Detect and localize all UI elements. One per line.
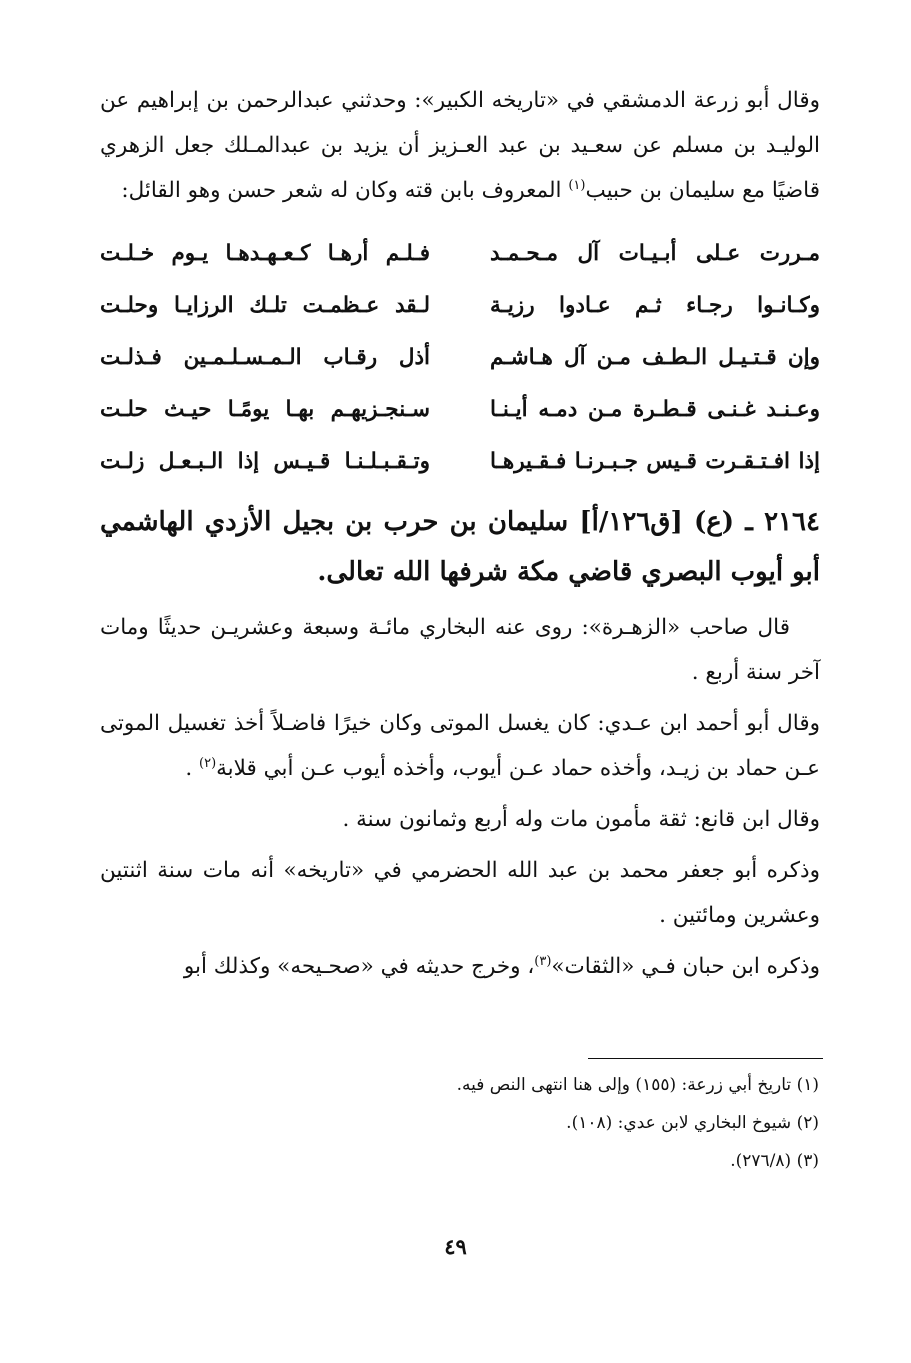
verse-first-hemistich: وكـانـوا رجـاء ثـم عـادوا رزيـة <box>490 292 820 318</box>
poem <box>100 227 820 487</box>
ibn-hibban-text: وذكره ابن حبان فـي «الثقات» <box>551 954 820 979</box>
intro-text-2: المعروف بابن قته وكان له شعر حسن وهو القائل: <box>121 178 569 203</box>
verse-first-hemistich: وإن قـتـيـل الـطـف مـن آل هـاشـم <box>490 344 820 370</box>
footnote-item <box>219 1104 819 1142</box>
poem-verse <box>100 279 820 331</box>
poem-verse <box>100 227 820 279</box>
verse-second-hemistich: أذل رقـاب الـمـسـلـمـين فـذلـت <box>100 344 430 370</box>
footnote-text: تاريخ أبي زرعة: (١٥٥) وإلى هنا انتهى النص فيه. <box>456 1075 797 1095</box>
footnote-number: (٣) <box>796 1151 819 1171</box>
ibn-hibban-end: ، وخرج حديثه في «صحـيحه» وكذلك أبو <box>183 954 535 979</box>
paragraph-hadrami: وذكره أبو جعفر محمد بن عبد الله الحضرمي في «تاريخه» أنه مات سنة اثنتين وعشرين ومائتين . <box>100 858 820 928</box>
intro-text-1: وقال أبو زرعة الدمشقي في «تاريخه الكبير»: وحدثني عبدالرحمن بن إبراهيم عن الوليـد بن مسلم عن سعـيد بن عبد العـزيز أن يزيد بن عبدالمـلك جعل الزهري قاضيًا مع سليمان بن حبيب <box>100 88 820 203</box>
footnote-text: (٢٧٦/٨). <box>730 1151 797 1171</box>
footnote-ref-2[interactable]: (٢) <box>199 755 217 771</box>
ibn-adi-text: وقال أبو أحمد ابن عـدي: كان يغسل الموتى وكان خيرًا فاضـلاً أخذ تغسيل الموتى عـن حماد بن زيـد، وأخذه حماد عـن أيوب، وأخذه أيوب عـن أبي قلابة <box>100 711 820 781</box>
entry-heading: ٢١٦٤ ـ (ع) [ق١٢٦/أ] سليمان بن حرب بن بجيل الأزدي الهاشمي أبو أيوب البصري قاضي مكة شرفها الله تعالى. <box>100 507 820 587</box>
paragraph-ibn-adi <box>100 701 820 791</box>
ibn-adi-end: . <box>185 756 199 781</box>
poem-verse <box>100 383 820 435</box>
page-number: ٤٩ <box>444 1234 467 1259</box>
footnote-number: (١) <box>796 1075 819 1095</box>
footnotes <box>219 1066 819 1180</box>
page-body <box>100 78 820 989</box>
footnote-ref-1[interactable]: (١) <box>568 177 586 193</box>
poem-verse <box>100 331 820 383</box>
verse-second-hemistich: وتـقـبـلـنـا قـيـس إذا الـبـعـل زلـت <box>100 448 430 474</box>
footnote-item <box>219 1142 819 1180</box>
verse-first-hemistich: وعـنـد غـنـى قـطـرة مـن دمـه أيـنـا <box>490 396 820 422</box>
footnote-ref-3[interactable]: (٣) <box>534 953 552 969</box>
poem-verse <box>100 435 820 487</box>
paragraph-ibn-qani: وقال ابن قانع: ثقة مأمون مات وله أربع وثمانون سنة . <box>342 807 820 832</box>
verse-second-hemistich: سـنجـزيهـم بهـا يومًـا حيـث حلـت <box>100 396 430 422</box>
footnote-text: شيوخ البخاري لابن عدي: (١٠٨). <box>566 1113 797 1133</box>
footnote-item <box>219 1066 819 1104</box>
intro-paragraph <box>100 78 820 213</box>
verse-first-hemistich: إذا افـتـقـرت قـيس جـبـرنـا فـقـيرهـا <box>490 448 820 474</box>
verse-second-hemistich: لـقد عـظمـت تلـك الرزايـا وحلـت <box>100 292 430 318</box>
footnote-number: (٢) <box>796 1113 819 1133</box>
paragraph-ibn-hibban <box>100 944 820 989</box>
verse-first-hemistich: مـررت عـلى أبـيـات آل مـحـمـد <box>490 240 820 266</box>
paragraph-zahra: قال صاحب «الزهـرة»: روى عنه البخاري مائـة وسبعة وعشريـن حديثًا ومات آخر سنة أربع . <box>100 615 820 685</box>
footnote-divider <box>588 1058 823 1059</box>
verse-second-hemistich: فـلـم أرهـا كـعـهـدهـا يـوم خـلـت <box>100 240 430 266</box>
